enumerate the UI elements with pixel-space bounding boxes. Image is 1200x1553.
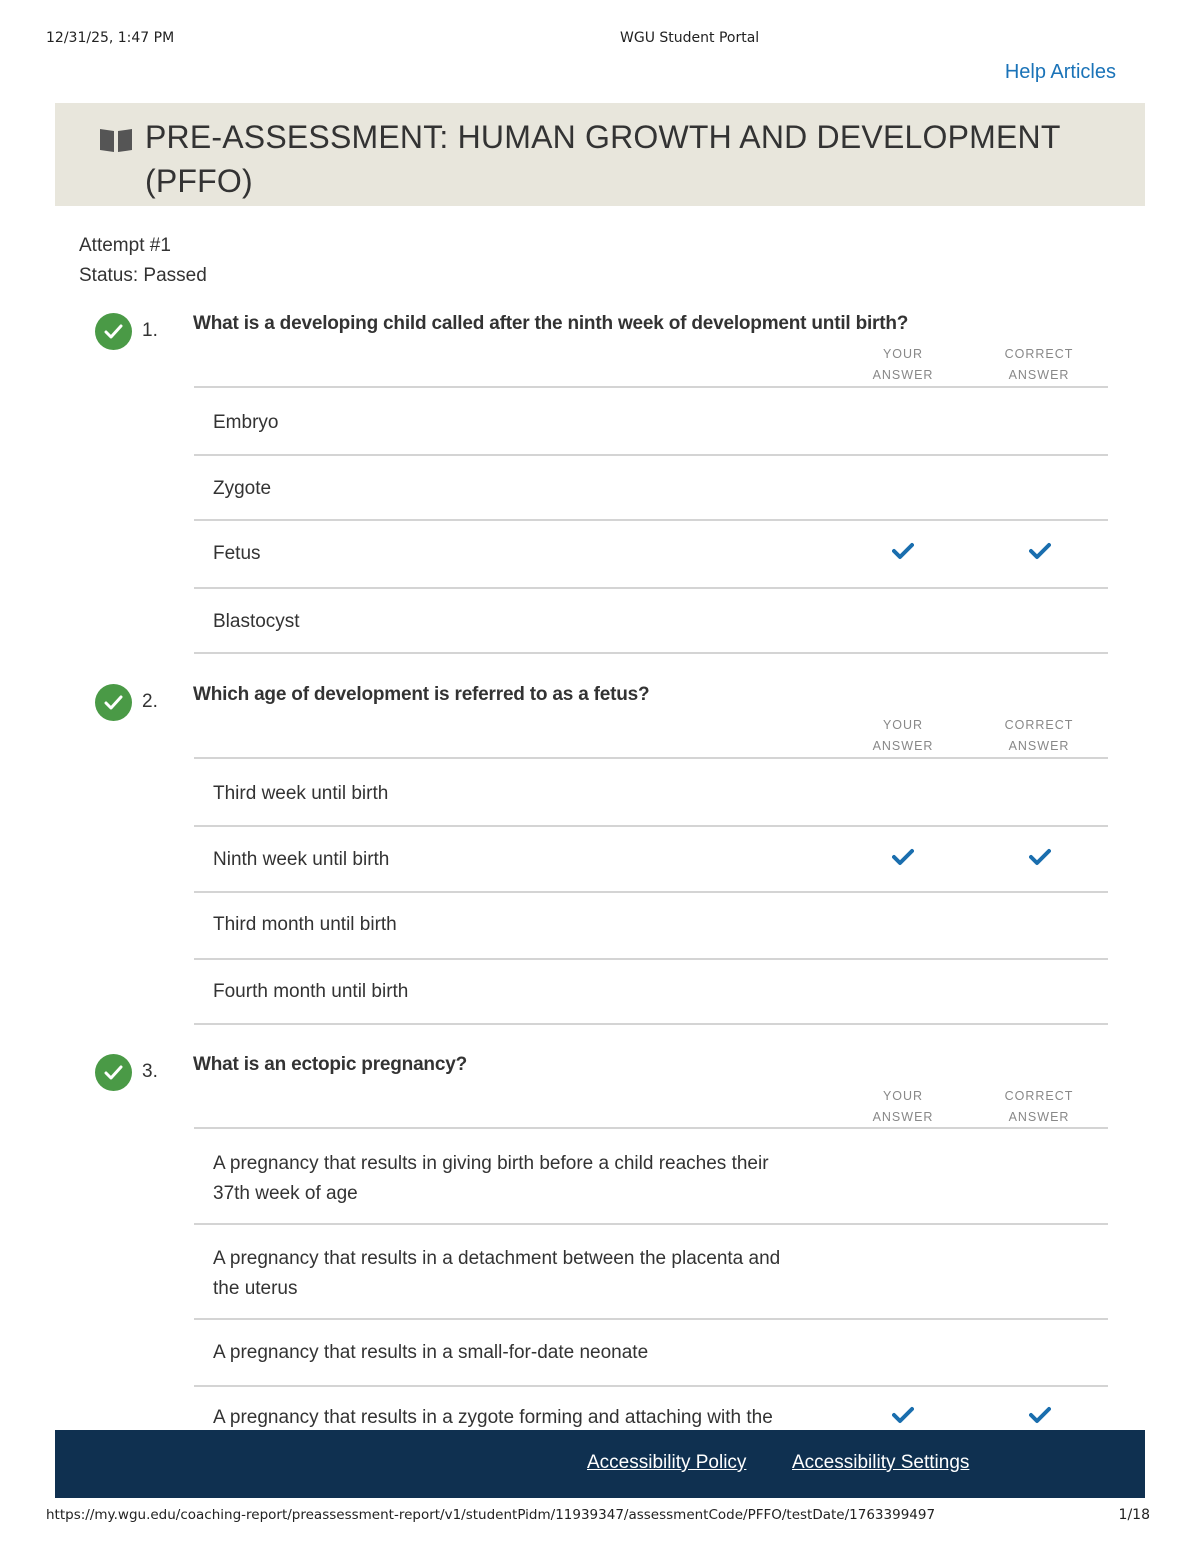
answer-option: A pregnancy that results in a zygote forming and attaching with the bbox=[213, 1407, 773, 1428]
question-number: 3. bbox=[142, 1061, 158, 1082]
divider bbox=[194, 386, 1108, 388]
answer-option: Zygote bbox=[213, 478, 272, 499]
divider bbox=[194, 891, 1108, 893]
correct-answer-header: CORRECT ANSWER bbox=[1004, 718, 1074, 753]
divider bbox=[194, 1023, 1108, 1025]
correct-check-icon bbox=[95, 1054, 132, 1091]
page-title bbox=[145, 115, 1125, 203]
divider bbox=[194, 1223, 1108, 1225]
book-icon bbox=[98, 125, 134, 153]
question-text: What is an ectopic pregnancy? bbox=[193, 1054, 467, 1075]
correct-answer-check-icon bbox=[1029, 542, 1051, 560]
answer-option: Third month until birth bbox=[213, 914, 397, 935]
print-header bbox=[0, 30, 1200, 50]
correct-answer-check-icon bbox=[1029, 1406, 1051, 1424]
your-answer-check-icon bbox=[892, 848, 914, 866]
divider bbox=[194, 652, 1108, 654]
divider bbox=[194, 454, 1108, 456]
answer-option: Embryo bbox=[213, 412, 279, 433]
divider bbox=[194, 1318, 1108, 1320]
correct-answer-header: CORRECT ANSWER bbox=[1004, 347, 1074, 382]
footer-bar bbox=[55, 1430, 1145, 1498]
your-answer-check-icon bbox=[892, 542, 914, 560]
your-answer-header: YOUR ANSWER bbox=[872, 718, 934, 753]
print-footer bbox=[0, 1507, 1200, 1527]
question-number: 2. bbox=[142, 691, 158, 712]
answer-option: Fourth month until birth bbox=[213, 981, 409, 1002]
answer-option: Fetus bbox=[213, 543, 261, 564]
correct-check-icon bbox=[95, 313, 132, 350]
page-title-line1: PRE-ASSESSMENT: HUMAN GROWTH AND DEVELOPMENT bbox=[145, 119, 1061, 155]
answer-option: A pregnancy that results in a small-for-date neonate bbox=[213, 1342, 649, 1363]
divider bbox=[194, 519, 1108, 521]
help-articles-link[interactable]: Help Articles bbox=[1004, 61, 1116, 83]
divider bbox=[194, 757, 1108, 759]
attempt-info bbox=[79, 231, 207, 291]
divider bbox=[194, 1385, 1108, 1387]
correct-answer-check-icon bbox=[1029, 848, 1051, 866]
question-text: What is a developing child called after the ninth week of development until birth? bbox=[193, 313, 909, 334]
your-answer-header: YOUR ANSWER bbox=[872, 1089, 934, 1124]
attempt-status: Status: Passed bbox=[79, 265, 207, 286]
answer-option: A pregnancy that results in giving birth before a child reaches their 37th week of age bbox=[213, 1153, 769, 1204]
answer-option: Third week until birth bbox=[213, 783, 389, 804]
your-answer-check-icon bbox=[892, 1406, 914, 1424]
divider bbox=[194, 1127, 1108, 1129]
divider bbox=[194, 958, 1108, 960]
print-page-number: 1/18 bbox=[1118, 1507, 1150, 1523]
print-datetime: 12/31/25, 1:47 PM bbox=[46, 30, 175, 46]
print-url: https://my.wgu.edu/coaching-report/preassessment-report/v1/studentPidm/11939347/assessmentCode/PFFO/testDate/1763399497 bbox=[46, 1507, 936, 1523]
question-text: Which age of development is referred to as a fetus? bbox=[193, 684, 650, 705]
assessment-title-banner bbox=[55, 103, 1145, 206]
accessibility-settings-link[interactable]: Accessibility Settings bbox=[792, 1452, 970, 1473]
divider bbox=[194, 825, 1108, 827]
divider bbox=[194, 587, 1108, 589]
correct-check-icon bbox=[95, 684, 132, 721]
answer-option: Blastocyst bbox=[213, 611, 300, 632]
your-answer-header: YOUR ANSWER bbox=[872, 347, 934, 382]
correct-answer-header: CORRECT ANSWER bbox=[1004, 1089, 1074, 1124]
question-number: 1. bbox=[142, 320, 158, 341]
page-title-line2: (PFFO) bbox=[145, 163, 253, 199]
answer-option: A pregnancy that results in a detachment between the placenta and the uterus bbox=[213, 1248, 781, 1299]
print-site-title: WGU Student Portal bbox=[620, 30, 760, 46]
answer-option: Ninth week until birth bbox=[213, 849, 390, 870]
accessibility-policy-link[interactable]: Accessibility Policy bbox=[587, 1452, 747, 1473]
attempt-label: Attempt #1 bbox=[79, 235, 171, 256]
